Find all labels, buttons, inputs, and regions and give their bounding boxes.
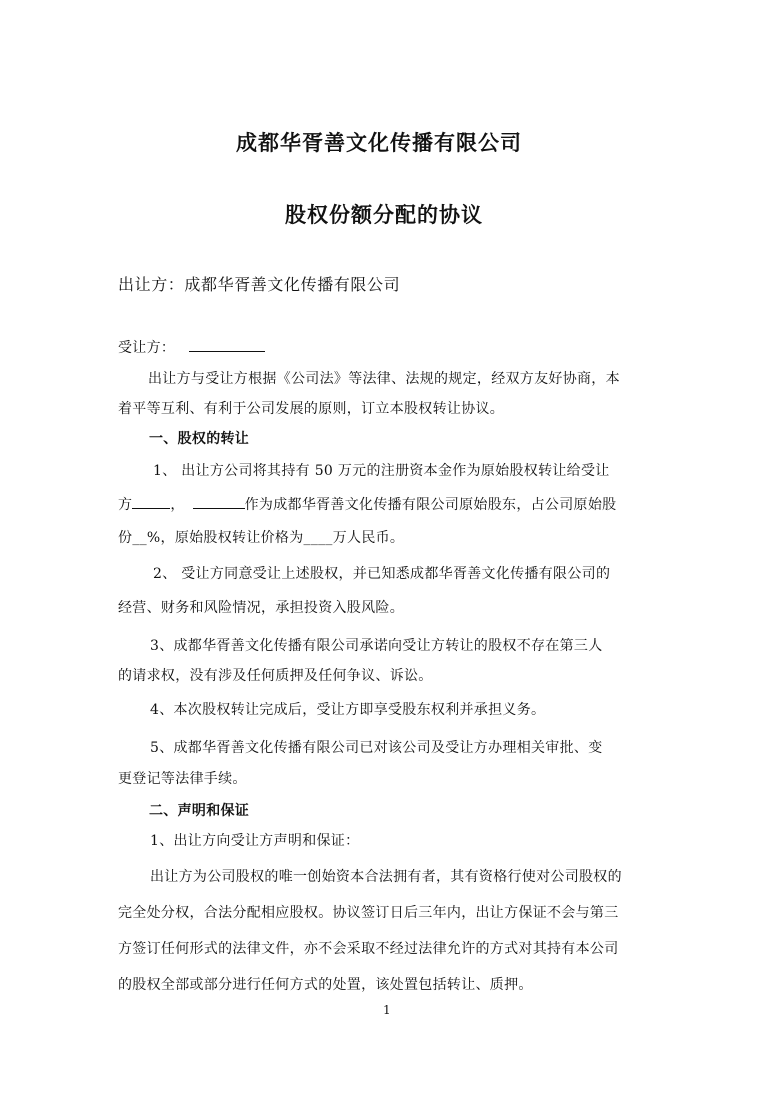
s1-item5-line2: 更登记等法律手续。 bbox=[118, 771, 247, 787]
doc-title: 股权份额分配的协议 bbox=[285, 203, 483, 227]
s1-item1-l3-b: ，原始股权转让价格为 bbox=[160, 530, 304, 546]
s1-item3-line1: 3、成都华胥善文化传播有限公司承诺向受让方转让的股权不存在第三人 bbox=[150, 638, 603, 654]
s1-item1-l2-c: 作为成都华胥善文化传播有限公司原始股东，占公司原始股 bbox=[244, 497, 617, 513]
s1-item2-line2: 经营、财务和风险情况，承担投资入股风险。 bbox=[118, 600, 404, 616]
section-1-heading: 一、股权的转让 bbox=[149, 431, 250, 447]
s1-item1-line3 bbox=[118, 527, 404, 547]
page-number: 1 bbox=[383, 1003, 391, 1017]
s1-item2-line1: 2、 受让方同意受让上述股权，并已知悉成都华胥善文化传播有限公司的 bbox=[153, 566, 611, 582]
s1-item1-l2-a: 方 bbox=[118, 497, 133, 513]
s2-paragraph-line3: 方签订任何形式的法律文件，亦不会采取不经过法律允许的方式对其持有本公司 bbox=[118, 941, 619, 957]
transferor-label: 出让方： bbox=[118, 275, 185, 294]
company-title: 成都华胥善文化传播有限公司 bbox=[236, 131, 522, 155]
s1-item3-line2: 的请求权，没有涉及任何质押及任何争议、诉讼。 bbox=[118, 668, 433, 684]
transferee-line bbox=[118, 337, 265, 357]
s1-item1-l3-amount: ____万 bbox=[303, 530, 348, 546]
s1-item1-l3-c: 人民币。 bbox=[347, 530, 405, 546]
transferor-line bbox=[118, 272, 400, 295]
transferee-label: 受让方： bbox=[118, 340, 176, 356]
blank-transferee-2 bbox=[193, 494, 245, 509]
s1-item4-line1: 4、本次股权转让完成后，受让方即享受股东权利并承担义务。 bbox=[150, 702, 546, 718]
transferor-name: 成都华胥善文化传播有限公司 bbox=[184, 275, 401, 294]
s1-item1-l3-pct: __% bbox=[132, 530, 161, 546]
s1-item1-line2 bbox=[118, 494, 616, 514]
s2-paragraph-line1: 出让方为公司股权的唯一创始资本合法拥有者，其有资格行使对公司股权的 bbox=[150, 869, 622, 885]
s2-paragraph-line4: 的股权全部或部分进行任何方式的处置，该处置包括转让、质押。 bbox=[118, 977, 533, 993]
s1-item1-line1: 1、 出让方公司将其持有 50 万元的注册资本金作为原始股权转让给受让 bbox=[153, 463, 610, 479]
transferee-blank bbox=[189, 337, 265, 352]
s2-item1: 1、出让方向受让方声明和保证： bbox=[150, 833, 360, 849]
section-2-heading: 二、声明和保证 bbox=[149, 803, 250, 819]
s1-item1-l3-a: 份 bbox=[118, 530, 133, 546]
intro-line-2: 着平等互利、有利于公司发展的原则，订立本股权转让协议。 bbox=[118, 401, 505, 417]
intro-line-1: 出让方与受让方根据《公司法》等法律、法规的规定，经双方友好协商，本 bbox=[148, 371, 620, 387]
s1-item5-line1: 5、成都华胥善文化传播有限公司已对该公司及受让方办理相关审批、变 bbox=[150, 740, 603, 756]
blank-transferee-1 bbox=[132, 494, 170, 509]
s1-item1-l2-b: ， bbox=[170, 497, 185, 513]
s2-paragraph-line2: 完全处分权，合法分配相应股权。协议签订日后三年内，出让方保证不会与第三 bbox=[118, 905, 619, 921]
